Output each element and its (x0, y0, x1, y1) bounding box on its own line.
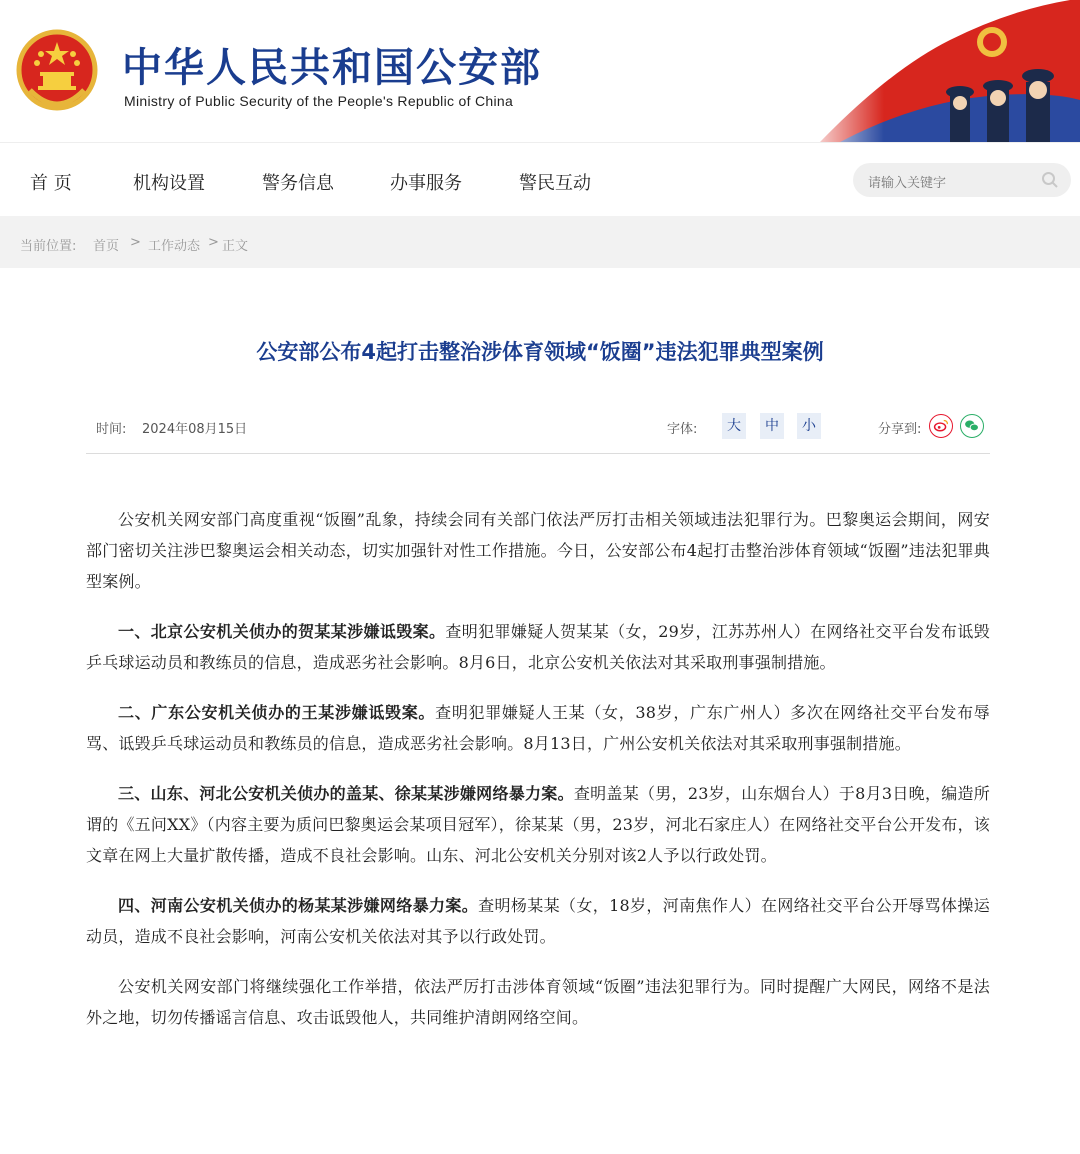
article-paragraph: 一、北京公安机关侦办的贺某某涉嫌诋毁案。查明犯罪嫌疑人贺某某（女，29岁，江苏苏州人）在网络社交平台发布诋毁乒乓球运动员和教练员的信息，造成恶劣社会影响。8月6日，北京公安机关依法对其采取刑事强制措施。 (86, 622, 990, 672)
site-title: 中华人民共和国公安部 (122, 45, 542, 91)
article-paragraph: 二、广东公安机关侦办的王某涉嫌诋毁案。查明犯罪嫌疑人王某（女，38岁，广东广州人）多次在网络社交平台发布辱骂、诋毁乒乓球运动员和教练员的信息，造成恶劣社会影响。8月13日，广州公安机关依法对其采取刑事强制措施。 (86, 703, 990, 753)
national-emblem-icon (16, 28, 98, 114)
police-flag-banner (800, 0, 1080, 142)
site-header (0, 0, 1080, 142)
font-size-label: 字体: (667, 422, 698, 437)
font-small-button[interactable]: 小 (797, 413, 821, 439)
share-label: 分享到: (878, 422, 922, 437)
search-input[interactable] (853, 163, 1071, 197)
article-body (86, 504, 990, 1052)
search-icon[interactable] (1041, 171, 1059, 189)
site-subtitle: Ministry of Public Security of the People's Republic of China (124, 93, 514, 109)
wechat-share-icon[interactable] (960, 414, 984, 438)
weibo-share-icon[interactable] (929, 414, 953, 438)
breadcrumb-current: 正文 (222, 239, 249, 254)
nav-item-police-info[interactable]: 警务信息 (262, 173, 334, 194)
nav-item-organization[interactable]: 机构设置 (133, 173, 205, 194)
article-paragraph: 公安机关网安部门将继续强化工作举措，依法严厉打击涉体育领域“饭圈”违法犯罪行为。同时提醒广大网民，网络不是法外之地，切勿传播谣言信息、攻击诋毁他人，共同维护清朗网络空间。 (86, 977, 990, 1027)
article-paragraph: 四、河南公安机关侦办的杨某某涉嫌网络暴力案。查明杨某某（女，18岁，河南焦作人）在网络社交平台公开辱骂体操运动员，造成不良社会影响，河南公安机关依法对其予以行政处罚。 (86, 896, 990, 946)
article-divider (86, 453, 990, 454)
font-large-button[interactable]: 大 (722, 413, 746, 439)
article-title: 公安部公布4起打击整治涉体育领域“饭圈”违法犯罪典型案例 (256, 340, 824, 364)
nav-item-services[interactable]: 办事服务 (390, 173, 462, 194)
breadcrumb-home-link[interactable]: 首页 (93, 239, 120, 254)
breadcrumb-label: 当前位置: (20, 239, 77, 254)
breadcrumb-separator: > (208, 235, 219, 250)
article-paragraph: 三、山东、河北公安机关侦办的盖某、徐某某涉嫌网络暴力案。查明盖某（男，23岁，山东烟台人）于8月3日晚，编造所谓的《五问XX》（内容主要为质问巴黎奥运会某项目冠军），徐某某（男，23岁，河北石家庄人）在网络社交平台公开发布，该文章在网上大量扩散传播，造成不良社会影响。山东、河北公安机关分别对该2人予以行政处罚。 (86, 784, 990, 865)
font-medium-button[interactable]: 中 (760, 413, 784, 439)
publish-time-value: 2024年08月15日 (142, 422, 248, 437)
search-placeholder: 请输入关键字 (868, 176, 947, 191)
breadcrumb-news-link[interactable]: 工作动态 (148, 239, 201, 254)
publish-time-label: 时间: (96, 422, 127, 437)
breadcrumb-separator: > (130, 235, 141, 250)
nav-item-interaction[interactable]: 警民互动 (519, 173, 591, 194)
nav-item-home[interactable]: 首 页 (30, 173, 72, 194)
article-paragraph: 公安机关网安部门高度重视“饭圈”乱象，持续会同有关部门依法严厉打击相关领域违法犯罪行为。巴黎奥运会期间，网安部门密切关注涉巴黎奥运会相关动态，切实加强针对性工作措施。今日，公安部公布4起打击整治涉体育领域“饭圈”违法犯罪典型案例。 (86, 510, 990, 591)
breadcrumb (0, 216, 1080, 268)
